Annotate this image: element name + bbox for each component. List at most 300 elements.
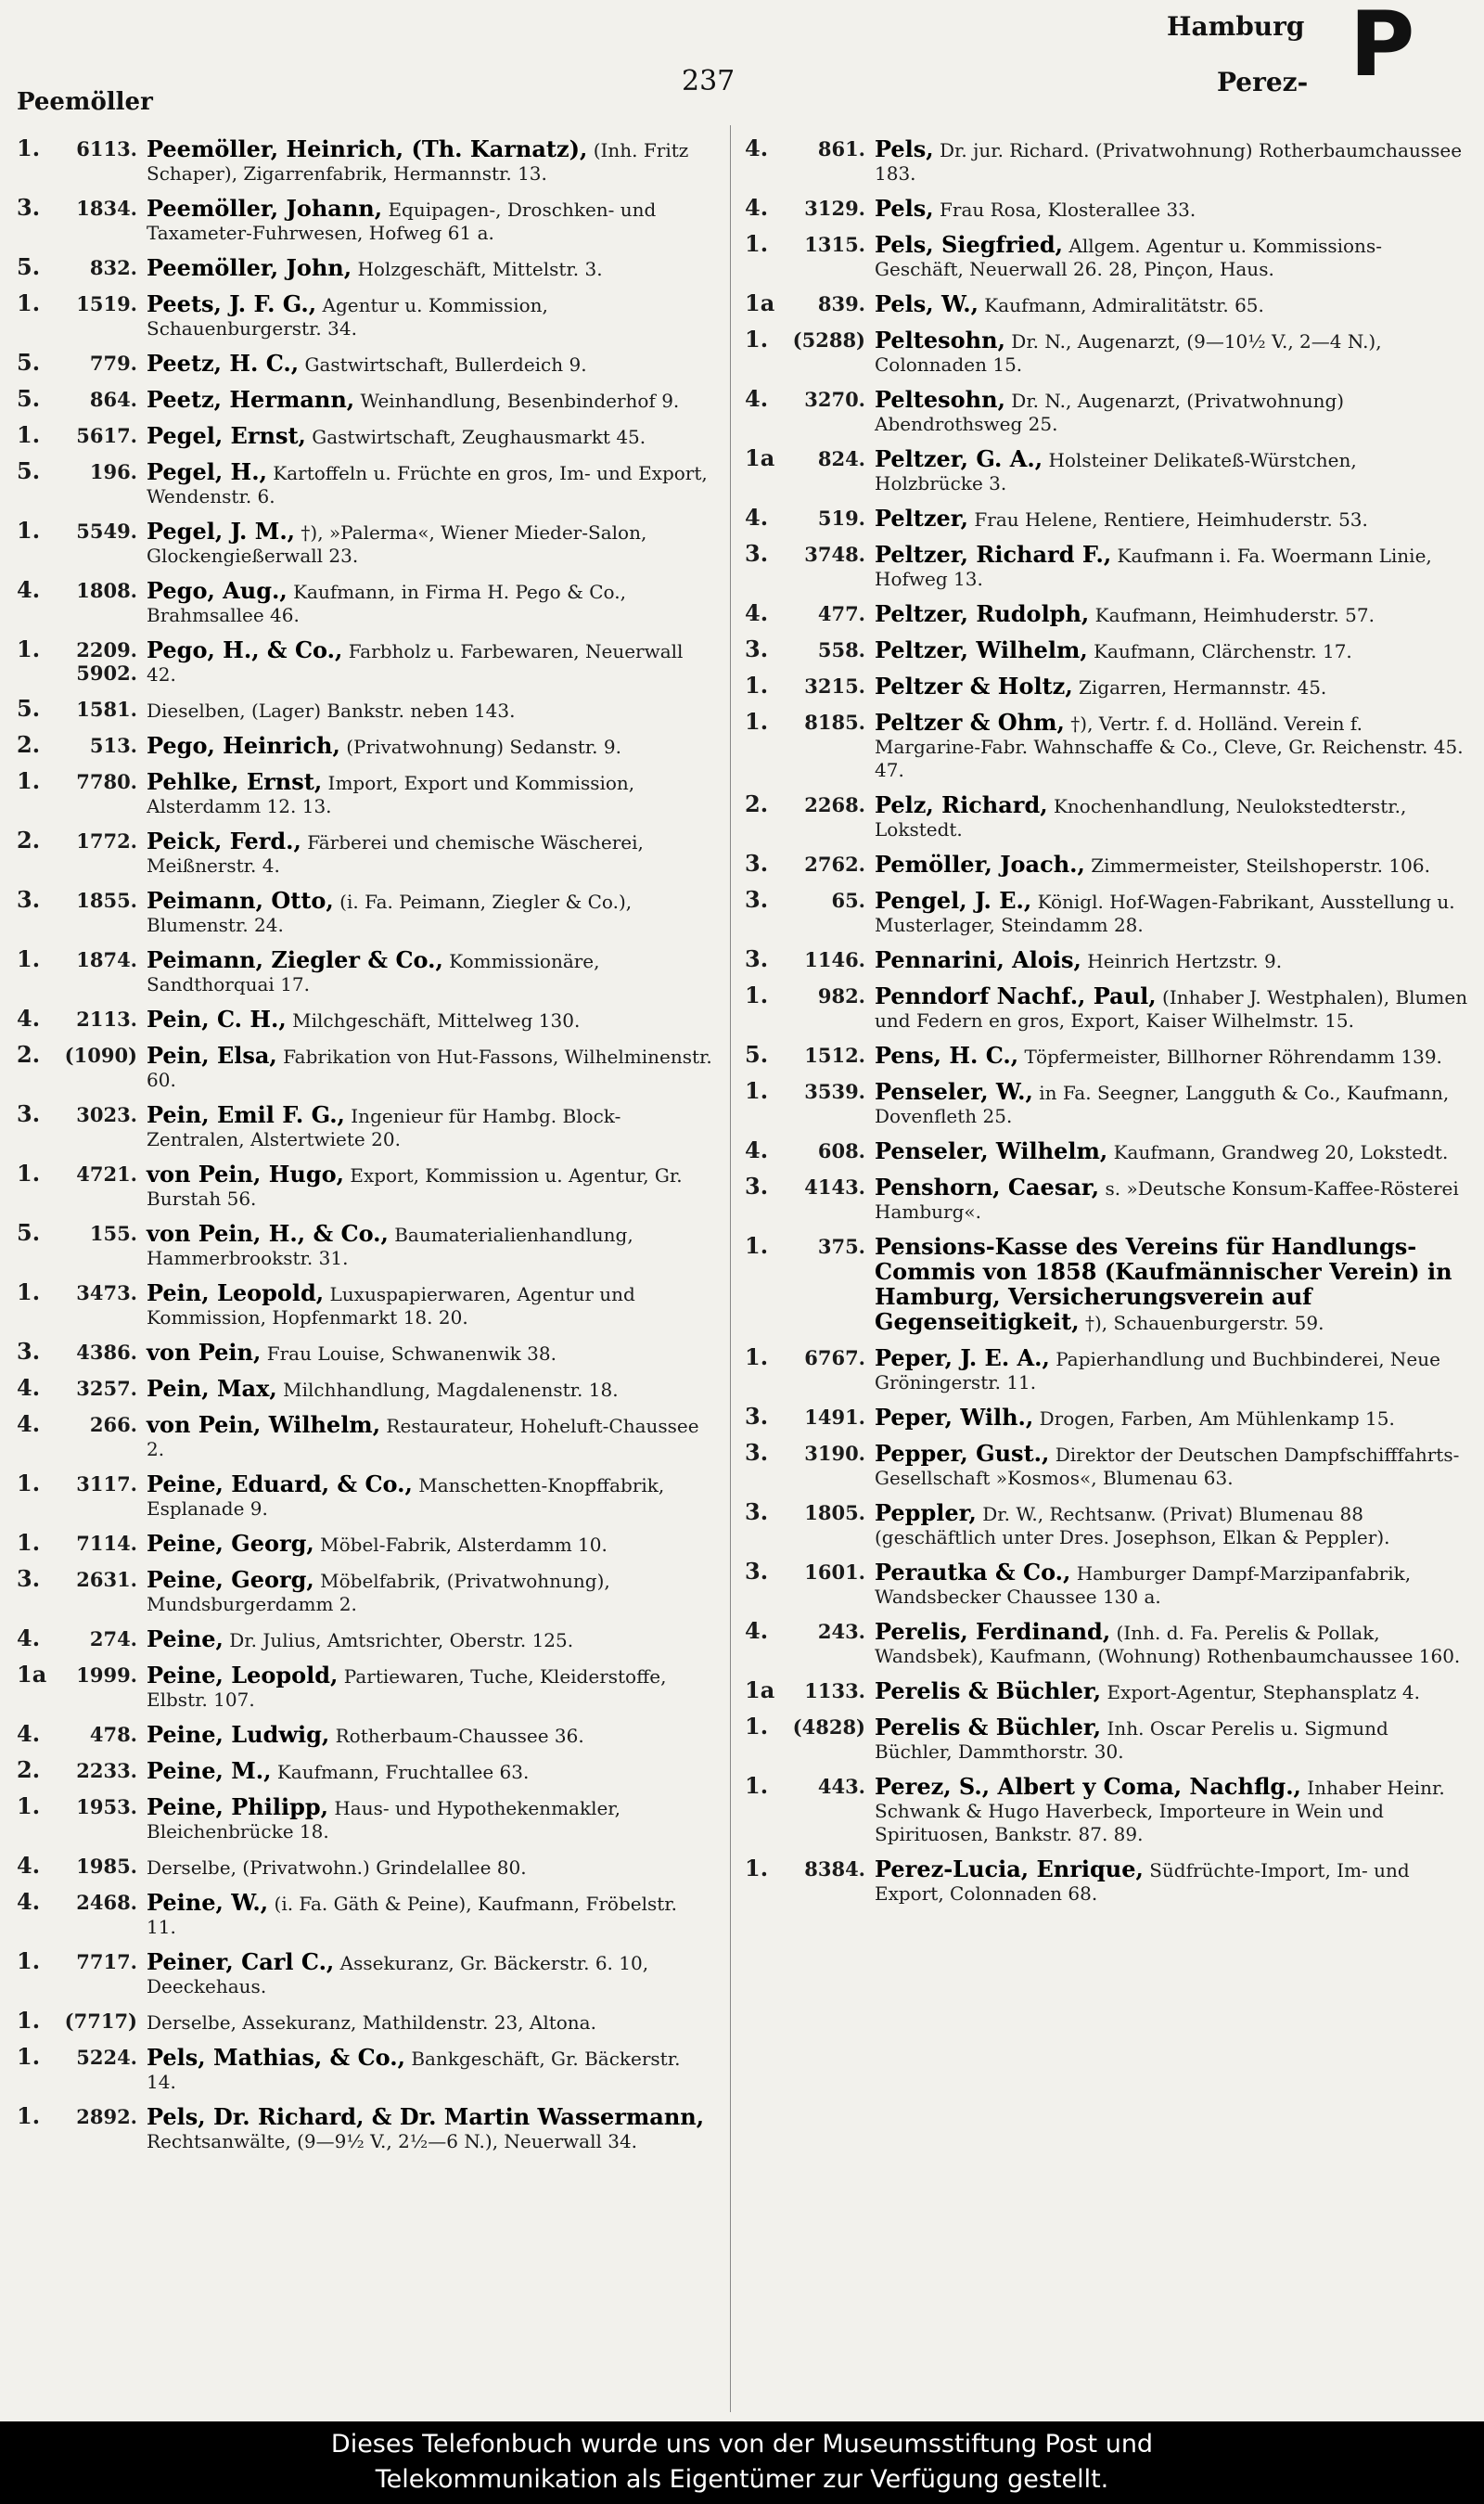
entry-detail: Gastwirtschaft, Bullerdeich 9. [304, 353, 587, 376]
phone-number: 477. [817, 602, 865, 625]
phone-number: (5288) [792, 328, 865, 352]
entry-detail: Derselbe, Assekuranz, Mathildenstr. 23, Altona. [147, 2011, 596, 2034]
directory-entry [17, 349, 712, 377]
entry-detail: Rotherbaum-Chaussee 36. [335, 1725, 584, 1747]
exchange-code: 1. [17, 135, 41, 161]
exchange-code: 1. [17, 517, 41, 544]
directory-entry [17, 1374, 712, 1402]
phone-number: 1519. [76, 292, 137, 315]
exchange-code: 4. [17, 1852, 41, 1879]
entry-detail: Frau Helene, Rentiere, Heimhuderstr. 53. [974, 508, 1368, 531]
exchange-code: 1. [745, 230, 769, 257]
exchange-code: 5. [17, 385, 41, 412]
left-column [17, 137, 712, 2164]
phone-number: 839. [817, 292, 865, 315]
directory-entry [17, 1663, 712, 1712]
exchange-code: 1. [745, 1855, 769, 1881]
phone-number: 519. [817, 507, 865, 530]
phone-number: 3190. [804, 1442, 865, 1465]
exchange-code: 1. [17, 1160, 41, 1187]
entry-detail: Dr. N., Augenarzt, (9—10½ V., 2—4 N.), Colonnaden 15. [875, 330, 1382, 376]
directory-entry [745, 1772, 1468, 1846]
entry-detail: †), Schauenburgerstr. 59. [1084, 1312, 1324, 1334]
entry-name: Peine, Eduard, & Co., [147, 1470, 413, 1497]
exchange-code: 1. [17, 767, 41, 794]
entry-name: Peltzer, [875, 505, 969, 532]
exchange-code: 5. [17, 695, 41, 722]
exchange-code: 4. [17, 1410, 41, 1437]
phone-number: 1874. [76, 948, 137, 971]
directory-entry [745, 674, 1468, 700]
entry-detail: Färberei und chemische Wäscherei, Meißnerstr. 4. [147, 831, 644, 877]
phone-number: 155. [89, 1222, 137, 1245]
phone-number: 1146. [804, 948, 865, 971]
phone-number: 65. [831, 889, 865, 912]
directory-entry [745, 137, 1468, 186]
entry-name: Peine, Ludwig, [147, 1721, 330, 1748]
entry-detail: Inhaber Heinr. Schwank & Hugo Haverbeck, Importeure in Wein und Spirituosen, Bankstr. 87. 89. [875, 1777, 1445, 1845]
entry-detail: Kartoffeln u. Früchte en gros, Im- und Export, Wendenstr. 6. [147, 462, 708, 507]
directory-entry [745, 504, 1468, 532]
entry-detail: Kaufmann, in Firma H. Pego & Co., Brahmsallee 46. [147, 581, 626, 626]
phone-number: 443. [817, 1775, 865, 1798]
phone-number: 1491. [804, 1406, 865, 1429]
entry-name: Pelz, Richard, [875, 791, 1048, 818]
entry-name: Pengel, J. E., [875, 887, 1032, 914]
phone-number: 1512. [804, 1044, 865, 1067]
entry-detail: Zimmermeister, Steilshoperstr. 106. [1091, 854, 1430, 877]
entry-detail: (Inhaber J. Westphalen), Blumen und Federn en gros, Export, Kaiser Wilhelmstr. 15. [875, 986, 1468, 1032]
entry-detail: (Inh. Fritz Schaper), Zigarrenfabrik, Hermannstr. 13. [147, 139, 689, 185]
entry-detail: (Inh. d. Fa. Perelis & Pollak, Wandsbek), Kaufmann, (Wohnung) Rothenbaumchaussee 160. [875, 1622, 1461, 1667]
entry-name: Pein, C. H., [147, 1006, 287, 1033]
phone-number: 2113. [76, 1008, 137, 1031]
phone-number: 2631. [76, 1568, 137, 1591]
entry-detail: Knochenhandlung, Neulokstedterstr., Lokstedt. [875, 795, 1407, 841]
entry-name: Pels, Mathias, & Co., [147, 2044, 405, 2071]
directory-entry [745, 790, 1468, 841]
entry-name: Peemöller, Heinrich, (Th. Karnatz), [147, 135, 588, 162]
directory-entry [745, 1343, 1468, 1394]
entry-name: Pego, Heinrich, [147, 732, 340, 759]
entry-detail: Luxuspapierwaren, Agentur und Kommission, Hopfenmarkt 18. 20. [147, 1283, 635, 1329]
phone-number: (7717) [64, 2010, 137, 2033]
directory-entry [17, 1792, 712, 1843]
directory-entry [745, 945, 1468, 973]
directory-entry [745, 194, 1468, 222]
footer-line-2: Telekommunikation als Eigentümer zur Verfügung gestellt. [375, 2465, 1109, 2494]
phone-number: 1985. [76, 1855, 137, 1878]
entry-detail: Drogen, Farben, Am Mühlenkamp 15. [1039, 1407, 1395, 1430]
section-letter: P [1350, 0, 1415, 96]
directory-entry [745, 1857, 1468, 1906]
directory-entry [17, 1472, 712, 1521]
directory-entry [17, 289, 712, 340]
exchange-code: 1a [17, 1661, 47, 1688]
directory-entry [745, 984, 1468, 1033]
entry-name: Peine, Philipp, [147, 1793, 328, 1820]
exchange-code: 3. [17, 194, 41, 221]
entry-detail: Töpfermeister, Billhorner Röhrendamm 139. [1024, 1046, 1442, 1068]
exchange-code: 2. [745, 790, 769, 817]
phone-number: 1581. [76, 698, 137, 721]
entry-name: Peltesohn, [875, 327, 1005, 353]
exchange-code: 4. [745, 135, 769, 161]
exchange-code: 1. [745, 326, 769, 353]
phone-number: 4721. [76, 1162, 137, 1186]
directory-entry [17, 1529, 712, 1557]
directory-entry [745, 1232, 1468, 1335]
directory-entry [17, 1162, 712, 1211]
phone-number: 243. [817, 1620, 865, 1643]
entry-detail: Milchhandlung, Magdalenenstr. 18. [283, 1379, 619, 1401]
phone-number: 5224. [76, 2046, 137, 2069]
entry-detail: Baumaterialienhandlung, Hammerbrookstr. 31. [147, 1224, 633, 1269]
exchange-code: 1. [745, 1772, 769, 1799]
exchange-code: 4. [745, 194, 769, 221]
entry-name: Peper, Wilh., [875, 1404, 1034, 1431]
directory-entry [17, 1041, 712, 1092]
phone-number: 558. [817, 638, 865, 661]
entry-name: Peltzer & Ohm, [875, 709, 1065, 736]
entry-name: Pepper, Gust., [875, 1440, 1050, 1467]
entry-name: Peemöller, John, [147, 254, 352, 281]
exchange-code: 3. [745, 886, 769, 913]
phone-number: 3270. [804, 388, 865, 411]
exchange-code: 1. [17, 1278, 41, 1305]
phone-number: 2233. [76, 1759, 137, 1782]
directory-entry [745, 599, 1468, 627]
phone-number: 4386. [76, 1341, 137, 1364]
entry-name: Pein, Emil F. G., [147, 1101, 345, 1128]
entry-name: Pegel, H., [147, 458, 267, 485]
entry-detail: Agentur u. Kommission, Schauenburgerstr. 34. [147, 294, 548, 340]
entry-detail: Gastwirtschaft, Zeughausmarkt 45. [312, 426, 646, 448]
directory-entry [745, 638, 1468, 663]
entry-detail: Dr. N., Augenarzt, (Privatwohnung) Abendrothsweg 25. [875, 390, 1345, 435]
exchange-code: 3. [745, 1439, 769, 1466]
phone-number: 7780. [76, 770, 137, 793]
phone-number: 1999. [76, 1663, 137, 1687]
entry-name: Perez, S., Albert y Coma, Nachflg., [875, 1773, 1301, 1800]
entry-name: Peine, Georg, [147, 1566, 314, 1593]
entry-name: Pein, Max, [147, 1375, 277, 1402]
entry-name: Pegel, J. M., [147, 518, 296, 545]
directory-entry [745, 289, 1468, 317]
exchange-code: 3. [745, 945, 769, 972]
right-column [745, 137, 1468, 1917]
entry-name: Pego, Aug., [147, 577, 288, 604]
exchange-code: 1a [745, 444, 775, 471]
directory-entry [745, 444, 1468, 495]
phone-number: (1090) [64, 1044, 137, 1067]
directory-entry [17, 1005, 712, 1033]
entry-name: Penseler, Wilhelm, [875, 1137, 1108, 1164]
directory-entry [745, 1175, 1468, 1224]
entry-detail: Farbholz u. Farbewaren, Neuerwall 42. [147, 640, 684, 686]
phone-number: 3257. [76, 1377, 137, 1400]
entry-name: Peets, J. F. G., [147, 290, 317, 317]
entry-detail: Heinrich Hertzstr. 9. [1087, 950, 1283, 972]
directory-entry [745, 1617, 1468, 1668]
entry-name: Pels, W., [875, 290, 979, 317]
entry-name: Perez-Lucia, Enrique, [875, 1856, 1144, 1882]
exchange-code: 3. [745, 540, 769, 567]
entry-detail: Rechtsanwälte, (9—9½ V., 2½—6 N.), Neuerwall 34. [147, 2130, 638, 2152]
exchange-code: 3. [745, 1498, 769, 1525]
exchange-code: 4. [745, 385, 769, 412]
phone-number: 779. [89, 352, 137, 375]
exchange-code: 1. [17, 1947, 41, 1974]
entry-name: Peltzer & Holtz, [875, 673, 1073, 700]
entry-name: Peine, Georg, [147, 1530, 314, 1557]
entry-detail: Export, Kommission u. Agentur, Gr. Burstah 56. [147, 1164, 683, 1210]
directory-entry [17, 731, 712, 759]
entry-name: Peltzer, Richard F., [875, 541, 1112, 568]
directory-entry [17, 1852, 712, 1880]
directory-entry [745, 1560, 1468, 1609]
entry-name: von Pein, Hugo, [147, 1161, 344, 1188]
entry-detail: †), Vertr. f. d. Holländ. Verein f. Margarine-Fabr. Wahnschaffe & Co., Cleve, Gr. Reichenstr. 45. 47. [875, 713, 1464, 781]
entry-detail: s. »Deutsche Konsum-Kaffee-Rösterei Hamburg«. [875, 1177, 1459, 1223]
entry-name: Pemöller, Joach., [875, 851, 1085, 878]
phone-number: 3215. [804, 674, 865, 698]
entry-name: Peper, J. E. A., [875, 1344, 1050, 1371]
entry-name: Perelis, Ferdinand, [875, 1618, 1111, 1645]
exchange-code: 3. [745, 850, 769, 877]
phone-number: 2762. [804, 853, 865, 876]
directory-entry [17, 137, 712, 186]
phone-number: 982. [817, 984, 865, 1008]
phone-number: 3117. [76, 1472, 137, 1496]
header-left-keyword: Peemöller [17, 88, 153, 116]
entry-detail: Haus- und Hypothekenmakler, Bleichenbrücke 18. [147, 1797, 621, 1843]
phone-number: 4143. [804, 1175, 865, 1199]
column-divider [730, 125, 731, 2412]
phone-number: 1133. [804, 1679, 865, 1702]
phone-number: 513. [89, 734, 137, 757]
entry-detail: Kaufmann, Fruchtallee 63. [276, 1761, 530, 1783]
entry-detail: Direktor der Deutschen Dampfschifffahrts-Gesellschaft »Kosmos«, Blumenau 63. [875, 1444, 1460, 1489]
directory-entry [745, 385, 1468, 436]
directory-entry [17, 638, 712, 687]
phone-number: 1772. [76, 829, 137, 853]
entry-name: Peine, M., [147, 1757, 272, 1784]
entry-name: Peine, W., [147, 1889, 269, 1916]
directory-entry [745, 540, 1468, 591]
entry-name: Pels, Dr. Richard, & Dr. Martin Wassermann, [147, 2103, 705, 2130]
directory-entry [745, 1676, 1468, 1704]
entry-detail: Südfrüchte-Import, Im- und Export, Colonnaden 68. [875, 1859, 1410, 1905]
phone-number: 1808. [76, 579, 137, 602]
directory-entry [745, 1439, 1468, 1490]
header-city: Hamburg [1167, 11, 1305, 42]
header-right-keyword: Perez- [1217, 67, 1309, 97]
entry-name: Perelis & Büchler, [875, 1714, 1102, 1740]
exchange-code: 1. [17, 1470, 41, 1496]
entry-detail: Frau Rosa, Klosterallee 33. [940, 199, 1196, 221]
exchange-code: 3. [745, 636, 769, 662]
directory-entry [745, 1498, 1468, 1549]
phone-number: 1601. [804, 1560, 865, 1584]
entry-name: von Pein, Wilhelm, [147, 1411, 381, 1438]
phone-number: 5549. [76, 520, 137, 543]
phone-number: 832. [89, 256, 137, 279]
phone-number: 1834. [76, 197, 137, 220]
entry-name: Peiner, Carl C., [147, 1948, 335, 1975]
entry-detail: Manschetten-Knopffabrik, Esplanade 9. [147, 1474, 665, 1520]
phone-number: 478. [89, 1723, 137, 1746]
directory-entry [745, 1077, 1468, 1128]
entry-name: Peltzer, G. A., [875, 445, 1043, 472]
exchange-code: 1. [17, 421, 41, 448]
entry-name: Peick, Ferd., [147, 828, 301, 854]
footer-notice [0, 2421, 1484, 2504]
entry-name: Pegel, Ernst, [147, 422, 306, 449]
entry-detail: Zigarren, Hermannstr. 45. [1079, 676, 1327, 699]
phone-number: 2268. [804, 793, 865, 816]
phone-number: 1855. [76, 889, 137, 912]
entry-detail: Weinhandlung, Besenbinderhof 9. [360, 390, 680, 412]
entry-name: Pein, Elsa, [147, 1042, 277, 1069]
entry-detail: Fabrikation von Hut-Fassons, Wilhelminenstr. 60. [147, 1046, 712, 1091]
exchange-code: 4. [17, 1005, 41, 1032]
exchange-code: 4. [745, 599, 769, 626]
exchange-code: 4. [17, 1624, 41, 1651]
entry-detail: Holsteiner Delikateß-Würstchen, Holzbrücke 3. [875, 449, 1357, 494]
directory-entry [17, 1624, 712, 1652]
directory-entry [17, 886, 712, 937]
exchange-code: 1. [17, 2102, 41, 2129]
entry-detail: Kommissionäre, Sandthorquai 17. [147, 950, 600, 995]
entry-detail: (i. Fa. Peimann, Ziegler & Co.), Blumenstr. 24. [147, 891, 633, 936]
directory-entry [745, 230, 1468, 281]
entry-name: von Pein, H., & Co., [147, 1220, 389, 1247]
directory-entry [17, 576, 712, 627]
entry-detail: Restaurateur, Hoheluft-Chaussee 2. [147, 1415, 699, 1460]
directory-entry [17, 1947, 712, 1998]
exchange-code: 1a [745, 1676, 775, 1703]
entry-name: Pensions-Kasse des Vereins für Handlungs-Commis von 1858 (Kaufmännischer Verein) in Hamburg, Versicherungsverein auf Gegenseitigkeit, [875, 1233, 1452, 1335]
footer-line-1: Dieses Telefonbuch wurde uns von der Museumsstiftung Post und [330, 2430, 1154, 2459]
entry-detail: Möbelfabrik, (Privatwohnung), Mundsburgerdamm 2. [147, 1570, 610, 1615]
directory-entry [745, 328, 1468, 377]
entry-detail: Inh. Oscar Perelis u. Sigmund Büchler, Dammthorstr. 30. [875, 1717, 1388, 1763]
directory-entry [17, 385, 712, 413]
entry-detail: Möbel-Fabrik, Alsterdamm 10. [320, 1534, 608, 1556]
directory-entry [17, 2102, 712, 2153]
exchange-code: 1. [17, 1792, 41, 1819]
directory-entry [17, 945, 712, 996]
exchange-code: 2. [17, 1041, 41, 1068]
entry-name: Pennarini, Alois, [875, 946, 1081, 973]
entry-detail: Dr. Julius, Amtsrichter, Oberstr. 125. [229, 1629, 574, 1651]
entry-detail: Kaufmann, Grandweg 20, Lokstedt. [1113, 1141, 1449, 1163]
directory-entry [17, 457, 712, 508]
page-header [0, 0, 1484, 130]
entry-detail: Bankgeschäft, Gr. Bäckerstr. 14. [147, 2048, 681, 2093]
directory-entry [17, 2043, 712, 2094]
entry-detail: (i. Fa. Gäth & Peine), Kaufmann, Fröbelstr. 11. [147, 1893, 677, 1938]
entry-detail: Assekuranz, Gr. Bäckerstr. 6. 10, Deeckehaus. [147, 1952, 649, 1997]
exchange-code: 3. [745, 1173, 769, 1200]
directory-entry [17, 194, 712, 245]
page-number: 237 [682, 65, 736, 97]
phone-number: 824. [817, 447, 865, 470]
phone-number: 6767. [804, 1346, 865, 1369]
phone-number: (4828) [792, 1715, 865, 1739]
exchange-code: 5. [17, 457, 41, 484]
phone-number: 6113. [76, 137, 137, 161]
directory-entry [17, 1720, 712, 1748]
directory-entry [745, 1041, 1468, 1069]
entry-name: Pels, Siegfried, [875, 231, 1064, 258]
exchange-code: 5. [17, 1219, 41, 1246]
entry-name: Pehlke, Ernst, [147, 768, 323, 795]
phone-number: 375. [817, 1235, 865, 1258]
exchange-code: 1. [17, 2043, 41, 2070]
exchange-code: 1. [745, 1713, 769, 1740]
directory-entry [17, 1410, 712, 1461]
entry-name: Peltzer, Rudolph, [875, 600, 1090, 627]
directory-entry [17, 767, 712, 818]
exchange-code: 3. [745, 1558, 769, 1585]
entry-detail: Kaufmann, Heimhuderstr. 57. [1094, 604, 1375, 626]
phone-number: 2468. [76, 1891, 137, 1914]
entry-detail: Frau Louise, Schwanenwik 38. [266, 1342, 556, 1365]
exchange-code: 3. [17, 1100, 41, 1127]
entry-name: Peetz, H. C., [147, 350, 300, 377]
phone-number: 3539. [804, 1080, 865, 1103]
exchange-code: 5. [17, 253, 41, 280]
directory-entry [745, 886, 1468, 937]
phone-number: 196. [89, 460, 137, 483]
exchange-code: 1. [17, 945, 41, 972]
entry-detail: (Privatwohnung) Sedanstr. 9. [346, 736, 621, 758]
exchange-code: 5. [17, 349, 41, 376]
exchange-code: 2. [17, 731, 41, 758]
entry-name: Peemöller, Johann, [147, 195, 383, 222]
entry-name: Penshorn, Caesar, [875, 1174, 1100, 1201]
entry-name: Perautka & Co., [875, 1559, 1071, 1586]
entry-detail: Milchgeschäft, Mittelweg 130. [292, 1009, 581, 1032]
entry-name: Peltesohn, [875, 386, 1005, 413]
entry-detail: Partiewaren, Tuche, Kleiderstoffe, Elbstr. 107. [147, 1665, 667, 1711]
phone-number: 3023. [76, 1103, 137, 1126]
entry-detail: Papierhandlung und Buchbinderei, Neue Gröningerstr. 11. [875, 1348, 1440, 1393]
directory-entry [745, 1715, 1468, 1764]
exchange-code: 4. [745, 504, 769, 531]
directory-entry [745, 708, 1468, 782]
entry-detail: Derselbe, (Privatwohn.) Grindelallee 80. [147, 1856, 527, 1879]
entry-detail: Allgem. Agentur u. Kommissions-Geschäft, Neuerwall 26. 28, Pinçon, Haus. [875, 235, 1382, 280]
exchange-code: 5. [745, 1041, 769, 1068]
entry-detail: Dr. jur. Richard. (Privatwohnung) Rotherbaumchaussee 183. [875, 139, 1463, 185]
entry-name: Peimann, Otto, [147, 887, 334, 914]
exchange-code: 1. [745, 708, 769, 735]
phone-number: 1315. [804, 233, 865, 256]
entry-detail: Equipagen-, Droschken- und Taxameter-Fuhrwesen, Hofweg 61 a. [147, 199, 657, 244]
exchange-code: 4. [17, 576, 41, 603]
phone-number: 1953. [76, 1795, 137, 1818]
exchange-code: 1. [745, 1077, 769, 1104]
directory-entry [17, 829, 712, 878]
entry-detail: Holzgeschäft, Mittelstr. 3. [357, 258, 603, 280]
entry-name: Perelis & Büchler, [875, 1677, 1102, 1704]
entry-detail: Ingenieur für Hambg. Block-Zentralen, Alstertwiete 20. [147, 1105, 621, 1150]
phone-number: 3473. [76, 1281, 137, 1304]
phone-number: 864. [89, 388, 137, 411]
